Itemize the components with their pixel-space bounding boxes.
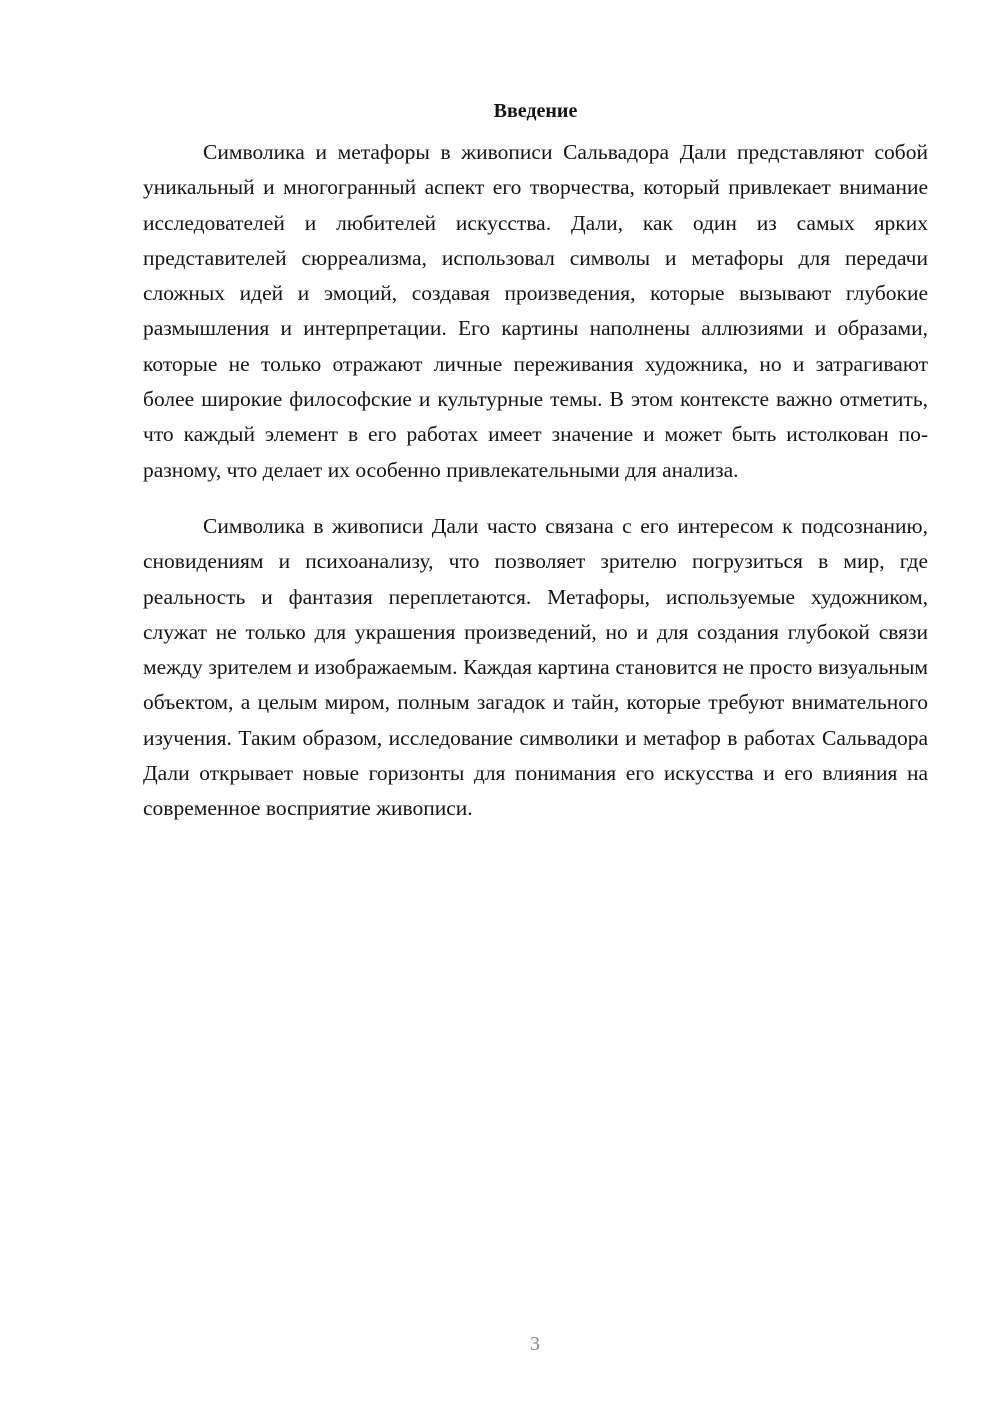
page-content [143, 97, 928, 827]
section-heading: Введение [493, 100, 578, 122]
page-number: 3 [530, 1333, 540, 1355]
paragraph-2: Символика в живописи Дали часто связана с его интересом к подсознанию, сновидениям и психоанализу, что позволяет зрителю погрузиться в мир, где реальность и фантазия переплетаются. Метафоры, используемые художником, служат не только для украшения произведений, но и для создания глубокой связи между зрителем и изображаемым. Каждая картина становится не просто визуальным объектом, а целым миром, полным загадок и тайн, которые требуют внимательного изучения. Таким образом, исследование символики и метафор в работах Сальвадора Дали открывает новые горизонты для понимания его искусства и его влияния на современное восприятие живописи. [143, 513, 928, 821]
paragraph-1: Символика и метафоры в живописи Сальвадора Дали представляют собой уникальный и многогранный аспект его творчества, который привлекает внимание исследователей и любителей искусства. Дали, как один из самых ярких представителей сюрреализма, использовал символы и метафоры для передачи сложных идей и эмоций, создавая произведения, которые вызывают глубокие размышления и интерпретации. Его картины наполнены аллюзиями и образами, которые не только отражают личные переживания художника, но и затрагивают более широкие философские и культурные темы. В этом контексте важно отметить, что каждый элемент в его работах имеет значение и может быть истолкован по-разному, что делает их особенно привлекательными для анализа. [143, 140, 928, 482]
